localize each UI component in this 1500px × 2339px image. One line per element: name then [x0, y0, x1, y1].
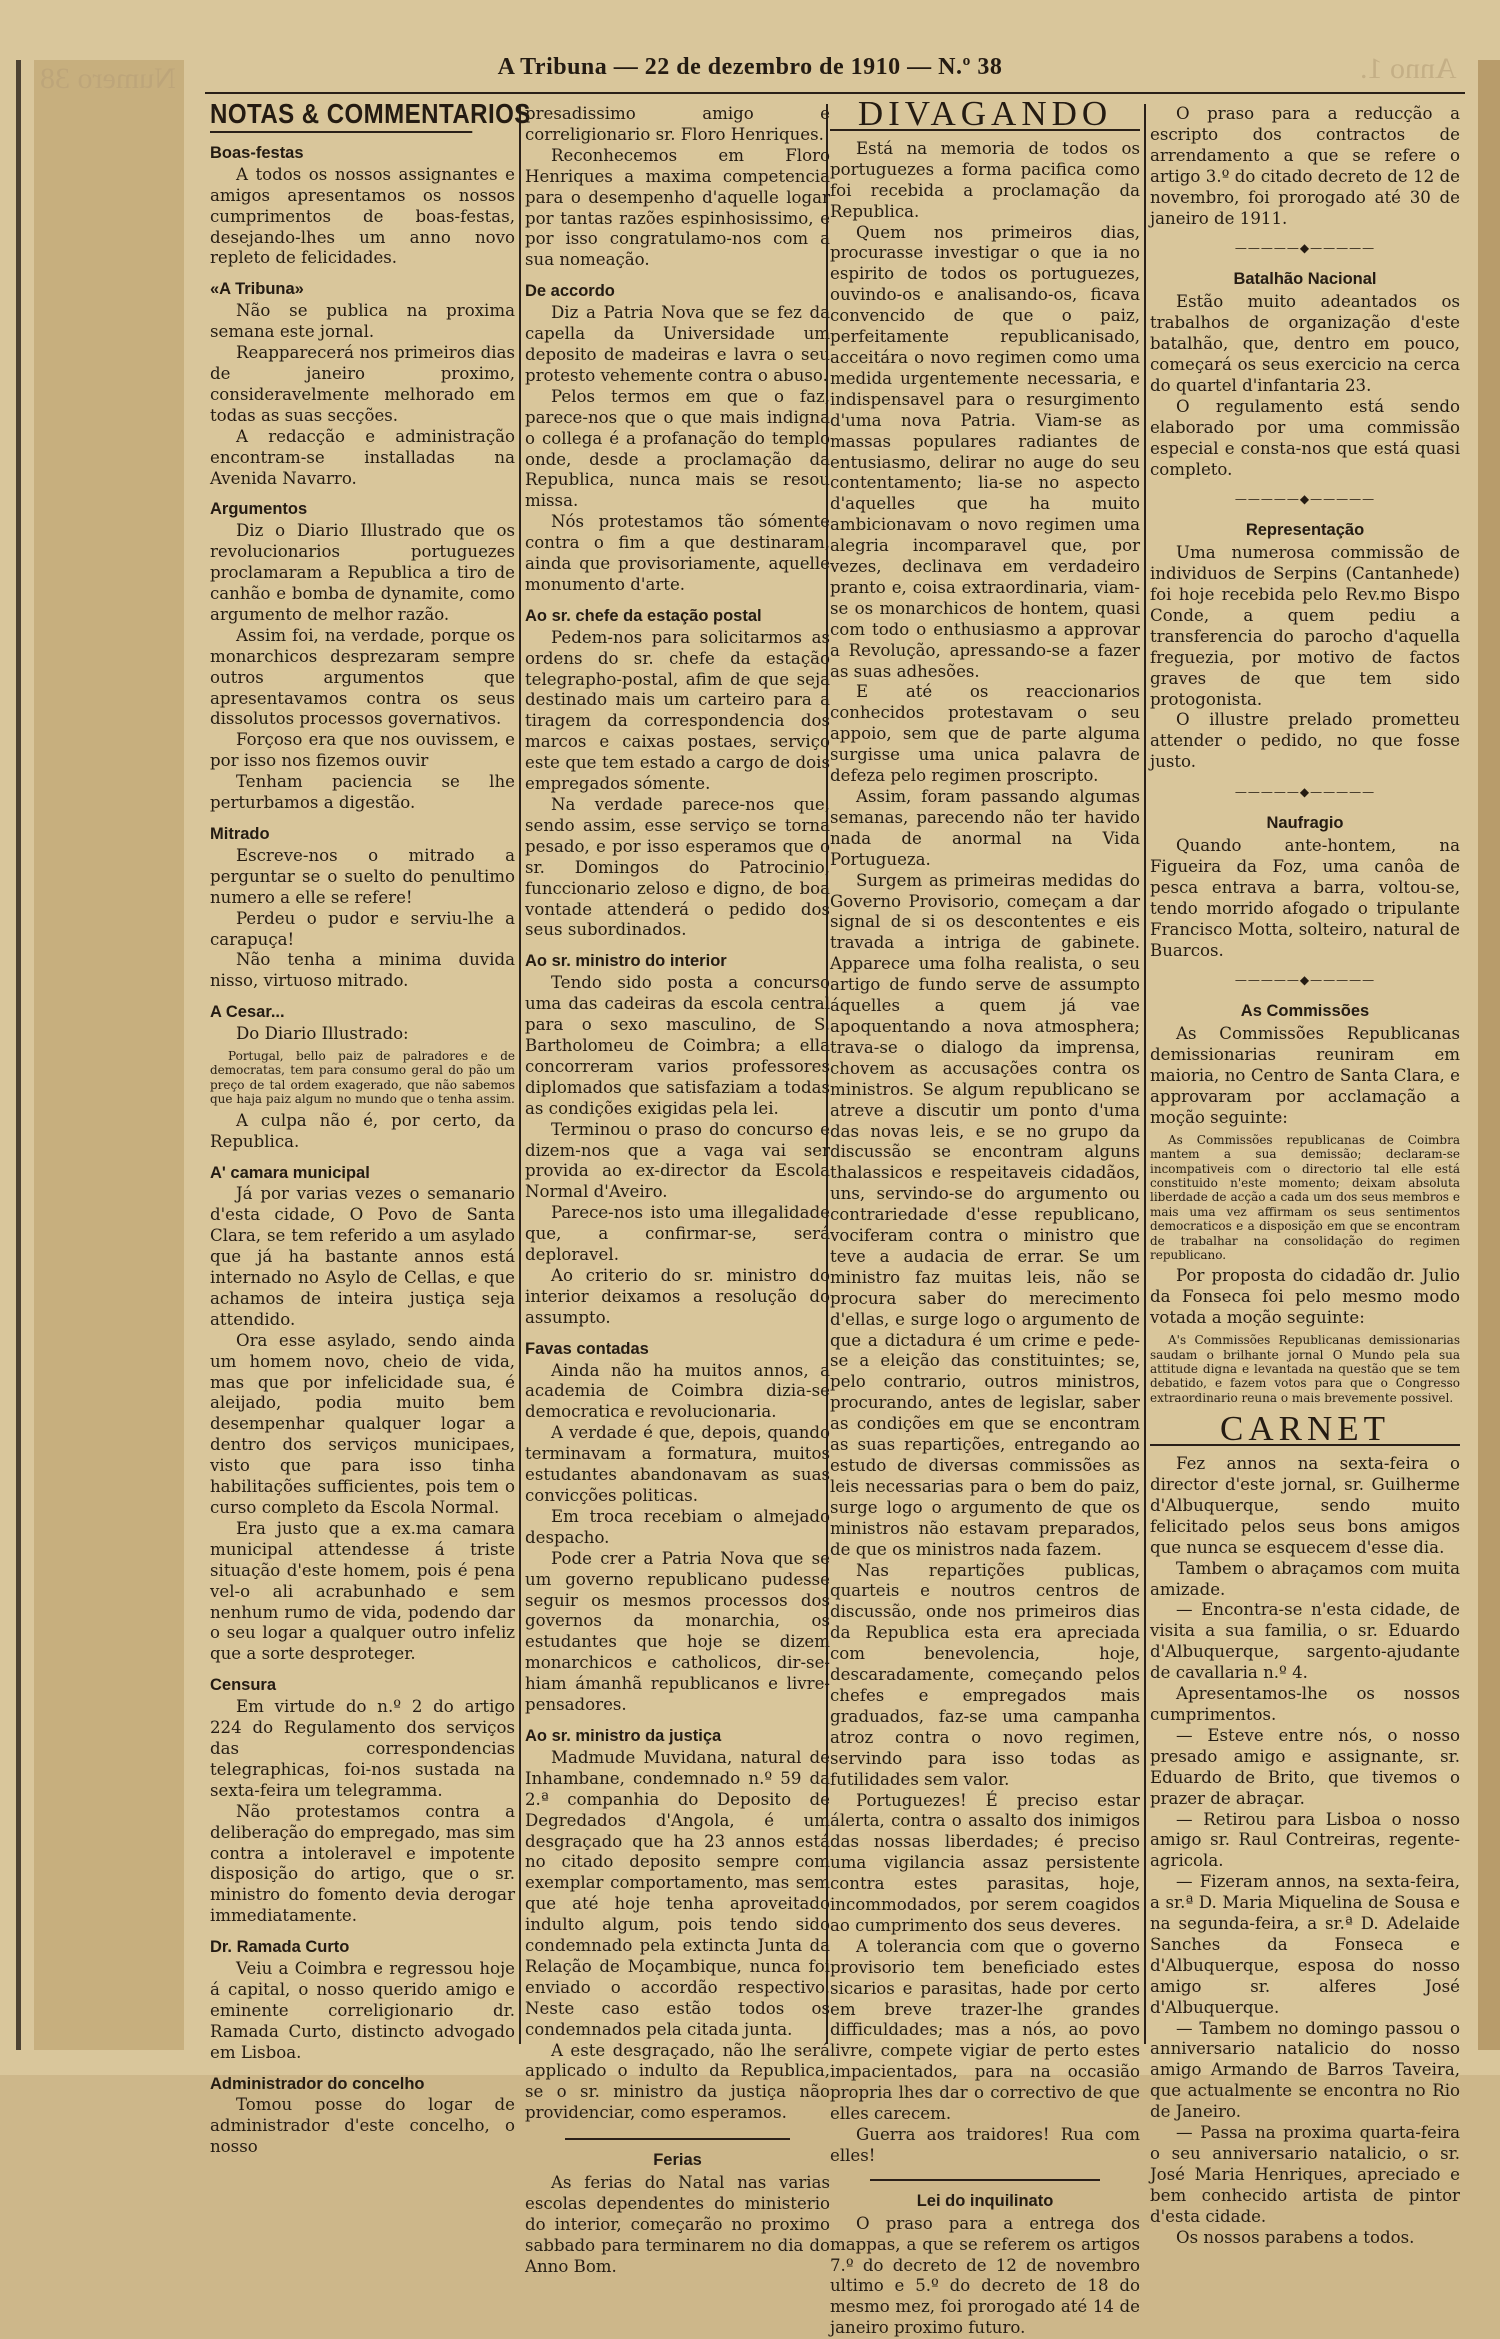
paragraph: O praso para a entrega dos mappas, a que se referem os artigos 7.º do decreto de 12 de novembro ultimo e 5.º do decreto de 18 do mesmo mez, foi prorogado até 14 de janeiro proximo futuro. — [830, 2213, 1140, 2338]
article-heading: Boas-festas — [210, 143, 304, 162]
section-title: DIVAGANDO — [830, 104, 1140, 131]
article-heading: As Commissões — [1240, 1002, 1370, 1021]
section-title: CARNET — [1150, 1419, 1460, 1446]
paragraph: Não se publica na proxima semana este jornal. — [210, 301, 515, 342]
divider — [565, 2138, 790, 2140]
paragraph: Por proposta do cidadão dr. Julio da Fonseca foi pelo mesmo modo votada a moção seguinte: — [1150, 1266, 1460, 1328]
quote-text: Portugal, bello paiz de palradores e de democratas, tem para consumo geral do pão um preço de tal ordem exagerado, que não sabemos que haja paiz algum no mundo que o tenha assim. — [210, 1049, 515, 1107]
paragraph: Diz a Patria Nova que se fez da capella da Universidade um deposito de madeiras e lavra o seu protesto vehemente contra o abuso. — [525, 303, 830, 385]
section-title: NOTAS & COMMENTARIOS — [210, 104, 472, 133]
article-heading: Favas contadas — [525, 1339, 649, 1358]
paragraph: Reapparecerá nos primeiros dias de janeiro proximo, consideravelmente melhorado em todas as suas secções. — [210, 343, 515, 425]
article-heading: A' camara municipal — [210, 1163, 370, 1182]
article-heading: Batalhão Nacional — [1233, 270, 1377, 289]
article-heading: Lei do inquilinato — [916, 2191, 1054, 2210]
column-divider — [1144, 104, 1146, 2044]
column-4 — [1150, 104, 1460, 2247]
divider — [870, 2179, 1100, 2181]
paragraph: O praso para a reducção a escripto dos contractos de arrendamento a que se refere o artigo 3.º do citado decreto de 12 de novembro, foi prorogado até 30 de janeiro de 1911. — [1150, 104, 1460, 228]
paragraph: Nas repartições publicas, quarteis e noutros centros de discussão, onde nos primeiros dias da Republica esta era apreciada com benevolencia, hoje, descaradamente, começando pelos chefes e empregados mais graduados, faz-se uma campanha atroz contra o novo regimen, servindo para isso todas as futilidades sem valor. — [830, 1560, 1140, 1789]
binding-edge — [16, 60, 21, 2050]
quotation — [1150, 1133, 1460, 1263]
paragraph: Assim foi, na verdade, porque os monarchicos desprezaram sempre outros argumentos que apresentavamos contra os seus dissolutos processos governativos. — [210, 625, 515, 729]
paragraph: Veiu a Coimbra e regressou hoje á capital, o nosso querido amigo e eminente correligionario dr. Ramada Curto, distincto advogado em Lisboa. — [210, 1959, 515, 2062]
quotation — [1150, 1333, 1460, 1405]
article-heading: Naufragio — [1266, 814, 1344, 833]
quote-text: A's Commissões Republicanas demissionarias saudam o brilhante jornal O Mundo pela sua attitude digna e levantada na questão que se tem debatido, e fazem votos para que o Congresso extraordinario reuna o mais brevemente possivel. — [1150, 1333, 1460, 1405]
article-heading: Representação — [1245, 521, 1365, 540]
paragraph: Forçoso era que nos ouvissem, e por isso nos fizemos ouvir — [210, 730, 515, 771]
article-heading: Ao sr. ministro do interior — [525, 952, 727, 971]
paragraph: Ora esse asylado, sendo ainda um homem novo, cheio de vida, mas que por infelicidade sua, é aleijado, podia muito bem desempenhar qualquer logar a dentro dos serviços municipaes, visto que para isso tinha habilitações sufficientes, pois tem o curso completo da Escola Normal. — [210, 1330, 515, 1517]
paragraph: Apresentamos-lhe os nossos cumprimentos. — [1150, 1684, 1460, 1724]
paragraph: Parece-nos isto uma illegalidade que, a confirmar-se, será deploravel. — [525, 1203, 830, 1265]
paragraph: Perdeu o pudor e serviu-lhe a carapuça! — [210, 908, 515, 949]
right-margin-edge — [1478, 60, 1500, 2050]
paragraph: Quando ante-hontem, na Figueira da Foz, uma canôa de pesca entrava a barra, voltou-se, tendo morrido afogado o tripulante Francisco Motta, solteiro, natural de Buarcos. — [1150, 836, 1460, 960]
paragraph: — Fizeram annos, na sexta-feira, a sr.ª D. Maria Miquelina de Sousa e na segunda-feira, a sr.ª D. Adelaide Sanches da Fonseca e d'Albuquerque, esposa do nosso amigo sr. alferes José d'Albuquerque. — [1150, 1872, 1460, 2017]
paragraph: Em troca recebiam o almejado despacho. — [525, 1506, 830, 1547]
paragraph: O illustre prelado prometteu attender o pedido, no que fosse justo. — [1150, 710, 1460, 772]
article-heading: Ferias — [653, 2151, 702, 2170]
paragraph: Uma numerosa commissão de individuos de Serpins (Cantanhede) foi hoje recebida pelo Rev.mo Bispo Conde, a quem pediu a transferencia do parocho d'aquella freguezia, por motivo de factos graves de que tem sido protogonista. — [1150, 543, 1460, 709]
paragraph: Nós protestamos tão sómente contra o fim a que destinaram, ainda que provisoriamente, aquelle monumento d'arte. — [525, 512, 830, 594]
paragraph: Surgem as primeiras medidas do Governo Provisorio, começam a dar signal de si os descontentes e eis travada a intriga de gabinete. Apparece uma folha realista, o seu artigo de fundo serve de assumpto áquelles a quem já vae apoquentando a nova atmosphera; trava-se o dialogo da imprensa, chovem as accusações contra os ministros. Se algum republicano se atreve a discutir um ponto d'uma das novas leis, e se no grupo da discussão se encontram alguns thalassicos e respeitaveis cidadãos, uns, servindo-se do argumento ou contrariedade d'esse republicano, vociferam contra o ministro que teve a audacia de errar. Se um ministro faz muitas leis, não se procura saber do merecimento d'ellas, e surge logo o argumento de que a dictadura é um crime e pede-se a eleição das constituintes; se, pelo contrario, outros ministros, procurando, antes de legislar, saber as condições em que se encontram as suas repartições, entregando ao estudo de diversas commissões as leis necessarias para o bem do paiz, surge logo o argumento de que os ministros não estavam preparados, de que os ministros nada fazem. — [830, 870, 1140, 1559]
paragraph: Tendo sido posta a concurso uma das cadeiras da escola central para o sexo masculino, de S. Bartholomeu de Coimbra; a ella concorreram varios professores diplomados que satisfaziam a todas as condições exigidas pela lei. — [525, 973, 830, 1118]
ornament-divider — [1150, 238, 1460, 259]
paragraph: — Esteve entre nós, o nosso presado amigo e assignante, sr. Eduardo de Brito, que tivemos o prazer de abraçar. — [1150, 1725, 1460, 1808]
left-margin-bleed — [34, 60, 184, 2050]
ornament-divider — [1150, 970, 1460, 991]
paragraph: Pedem-nos para solicitarmos as ordens do sr. chefe da estação telegrapho-postal, afim de que seja destinado mais um carteiro para a tiragem da correspondencia dos marcos e caixas postaes, serviço este que tem estado a cargo de dois empregados sómente. — [525, 627, 830, 794]
paragraph: A tolerancia com que o governo provisorio tem beneficiado estes sicarios e parasitas, hade por certo em breve trazer-lhe grandes difficuldades; mas a nós, ao povo livre, compete vigiar de perto estes impacientados, para na occasião propria lhes dar o correctivo de que elles carecem. — [830, 1936, 1140, 2124]
paragraph: Em virtude do n.º 2 do artigo 224 do Regulamento dos serviços das correspondencias telegraphicas, foi-nos sustada na sexta-feira um telegramma. — [210, 1697, 515, 1800]
paragraph: Assim, foram passando algumas semanas, parecendo não ter havido nada de anormal na Vida Portugueza. — [830, 787, 1140, 869]
bleed-through-left: Numero 38 — [40, 62, 176, 95]
paragraph: Pode crer a Patria Nova que se um governo republicano pudesse seguir os mesmos processos dos governos da monarchia, os estudantes que hoje se dizem monarchicos e catholicos, dir-se-hiam ámanhã republicanos e livre-pensadores. — [525, 1548, 830, 1715]
paragraph: Tomou posse do logar de administrador d'este concelho, o nosso — [210, 2095, 515, 2157]
page-header: A Tribuna — 22 de dezembro de 1910 — N.º 38 — [497, 54, 1003, 80]
article-heading: Dr. Ramada Curto — [210, 1938, 350, 1957]
paragraph: Guerra aos traidores! Rua com elles! — [830, 2125, 1140, 2165]
paragraph: Do Diario Illustrado: — [236, 1024, 409, 1044]
article-heading: Ao sr. chefe da estação postal — [525, 606, 762, 625]
ornament-divider — [1150, 489, 1460, 510]
paragraph: Na verdade parece-nos que, sendo assim, esse serviço se torna pesado, e por isso esperamos que o sr. Domingos do Patrocinio, funccionario zeloso e digno, de boa vontade attenderá o pedido dos seus subordinados. — [525, 795, 830, 940]
paragraph: Portuguezes! É preciso estar álerta, contra o assalto dos inimigos das nossas liberdades; é preciso uma vigilancia assaz persistente contra estes parasitas, hoje, incommodados, por serem coagidos ao cumprimento dos seus deveres. — [830, 1790, 1140, 1935]
paragraph: — Retirou para Lisboa o nosso amigo sr. Raul Contreiras, regente-agricola. — [1150, 1809, 1460, 1871]
article-heading: A Cesar... — [210, 1003, 285, 1022]
paragraph: As Commissões Republicanas demissionarias reuniram em maioria, no Centro de Santa Clara, e approvaram por acclamação a moção seguinte: — [1150, 1024, 1460, 1127]
paragraph: Diz o Diario Illustrado que os revolucionarios portuguezes proclamaram a Republica a tiro de canhão e bomba de dynamite, como argumento de melhor razão. — [210, 521, 515, 624]
article-heading: De accordo — [525, 282, 615, 301]
paragraph: Ao criterio do sr. ministro do interior deixamos a resolução do assumpto. — [525, 1265, 830, 1327]
paragraph: Terminou o praso do concurso e dizem-nos que a vaga vai ser provida ao ex-director da Escola Normal d'Aveiro. — [525, 1119, 830, 1202]
quote-text: As Commissões republicanas de Coimbra mantem a sua demissão; declaram-se incompativeis com o directorio tal elle está constituido n'este momento; deixam absoluta liberdade de acção a cada um dos seus membros e mais uma vez affirmam os seus sentimentos democraticos e a disposição em que se encontram de trabalhar na consolidação do regimen republicano. — [1150, 1132, 1460, 1263]
article-heading: Argumentos — [210, 500, 308, 519]
paragraph: Ainda não ha muitos annos, a academia de Coimbra dizia-se democratica e revolucionaria. — [525, 1360, 830, 1422]
paragraph: — Encontra-se n'esta cidade, de visita a sua familia, o sr. Eduardo d'Albuquerque, sargento-ajudante de cavallaria n.º 4. — [1150, 1600, 1460, 1683]
paragraph: Já por varias vezes o semanario d'esta cidade, O Povo de Santa Clara, se tem referido a um asylado que já ha bastante annos está internado no Asylo de Cellas, e que achamos de inteira justiça seja attendido. — [210, 1184, 515, 1329]
paragraph: A este desgraçado, não lhe será applicado o indulto da Republica, se o sr. ministro da justiça não providenciar, como esperamos. — [525, 2040, 830, 2123]
paragraph: A redacção e administração encontram-se installadas na Avenida Navarro. — [210, 426, 515, 488]
article-heading: Ao sr. ministro da justiça — [525, 1726, 722, 1745]
paragraph: Tenham paciencia se lhe perturbamos a digestão. — [210, 772, 515, 813]
paragraph: Fez annos na sexta-feira o director d'este jornal, sr. Guilherme d'Albuquerque, sendo muito felicitado pelos seus bons amigos que nunca se esquecem d'esse dia. — [1150, 1454, 1460, 1557]
paragraph: E até os reaccionarios conhecidos protestavam o seu appoio, sem que de parte alguma surgisse uma unica palavra de defeza pelo regimen proscripto. — [830, 682, 1140, 786]
header-rule — [205, 92, 1465, 94]
quotation — [210, 1049, 515, 1107]
paragraph: Os nossos parabens a todos. — [1176, 2227, 1415, 2247]
article-heading: Mitrado — [210, 825, 270, 843]
ornament-divider — [1150, 782, 1460, 803]
paragraph: Pelos termos em que o faz, parece-nos que o que mais indigna o collega é a profanação do templo onde, desde a proclamação da Republica, nunca mais se resou missa. — [525, 386, 830, 511]
paragraph: Está na memoria de todos os portuguezes a forma pacifica como foi recebida a proclamação da Republica. — [830, 138, 1140, 221]
paragraph: As ferias do Natal nas varias escolas dependentes do ministerio do interior, começarão no proximo sabbado para terminarem no dia do Anno Bom. — [525, 2173, 830, 2276]
paragraph: A verdade é que, depois, quando terminavam a formatura, muitos estudantes abandonavam as suas convicções politicas. — [525, 1423, 830, 1505]
bleed-through-right: Anno 1. — [1360, 52, 1457, 85]
paragraph: Era justo que a ex.ma camara municipal attendesse á triste situação d'este homem, pois é pena vel-o ali acrabunhado e sem nenhum rumo de vida, podendo dar o seu logar a qualquer outro infeliz que a sorte desproteger. — [210, 1518, 515, 1664]
paragraph: Não protestamos contra a deliberação do empregado, mas sim contra a intoleravel e impotente disposição do artigo, que o sr. ministro do fomento devia derogar immediatamente. — [210, 1801, 515, 1926]
paragraph: — Passa na proxima quarta-feira o seu anniversario natalicio, o sr. José Maria Henriques, apreciado e bem conhecido artista de pintor d'esta cidade. — [1150, 2123, 1460, 2226]
paragraph: Madmude Muvidana, natural de Inhambane, condemnado n.º 59 da 2.ª companhia do Deposito de Degredados d'Angola, é um desgraçado que ha 23 annos está no citado deposito sempre com exemplar comportamento, mas sem que até hoje tenha aproveitado indulto algum, pois tendo sido condemnado pela extincta Junta da Relação de Moçambique, nunca foi enviado o accordão respectivo. Neste caso estão todos os condemnados pela citada junta. — [525, 1747, 830, 2039]
column-1 — [210, 98, 531, 2157]
paragraph: Não tenha a minima duvida nisso, virtuoso mitrado. — [210, 950, 515, 991]
paragraph: Quem nos primeiros dias, procurasse investigar o que ia no espirito de todos os portuguezes, ouvindo-os e analisando-os, ficava convencido de que o paiz, perfeitamente republicanisado, acceitára o novo regimen como uma medida urgentemente necessaria, e indispensavel para o resurgimento d'uma nova Patria. Viam-se as massas populares radiantes de entusiasmo, delirar no auge do seu contentamento; lia-se no aspecto d'aquelles que ha muito ambicionavam o novo regimen uma alegria incomparavel que, por vezes, declinava em verdadeiro pranto e, coisa extraordinaria, viam-se os monarchicos de hontem, quasi com todo o enthusiasmo a approvar a Revolução, apressando-se a fazer as suas adhesões. — [830, 222, 1140, 681]
paragraph: Reconhecemos em Floro Henriques a maxima competencia para o desempenho d'aquelle logar por tantas razões espinhosissimo, e por isso congratulamo-nos com a sua nomeação. — [525, 145, 830, 270]
paragraph: Estão muito adeantados os trabalhos de organização d'este batalhão, que, dentro em pouco, começará os seus exercicio na cerca do quartel d'infantaria 23. — [1150, 292, 1460, 395]
paragraph: presadissimo amigo e correligionario sr. Floro Henriques. — [525, 104, 830, 144]
article-heading: Administrador do concelho — [210, 2074, 425, 2093]
column-2 — [525, 104, 830, 2276]
paragraph: A todos os nossos assignantes e amigos apresentamos os nossos cumprimentos de boas-festas, desejando-lhes um anno novo repleto de felicidades. — [210, 164, 515, 268]
paragraph: A culpa não é, por certo, da Republica. — [210, 1110, 515, 1151]
article-heading: Censura — [210, 1676, 277, 1695]
article-heading: «A Tribuna» — [210, 280, 304, 299]
paragraph: Escreve-nos o mitrado a perguntar se o suelto do penultimo numero a elle se refere! — [210, 845, 515, 907]
column-3 — [830, 94, 1140, 2338]
paragraph: — Tambem no domingo passou o anniversario natalicio do nosso amigo Armando de Barros Taveira, que actualmente se encontra no Rio de Janeiro. — [1150, 2018, 1460, 2122]
paragraph: Tambem o abraçamos com muita amizade. — [1150, 1558, 1460, 1599]
column-divider — [519, 104, 521, 2044]
paragraph: O regulamento está sendo elaborado por uma commissão especial e consta-nos que está quasi completo. — [1150, 396, 1460, 479]
